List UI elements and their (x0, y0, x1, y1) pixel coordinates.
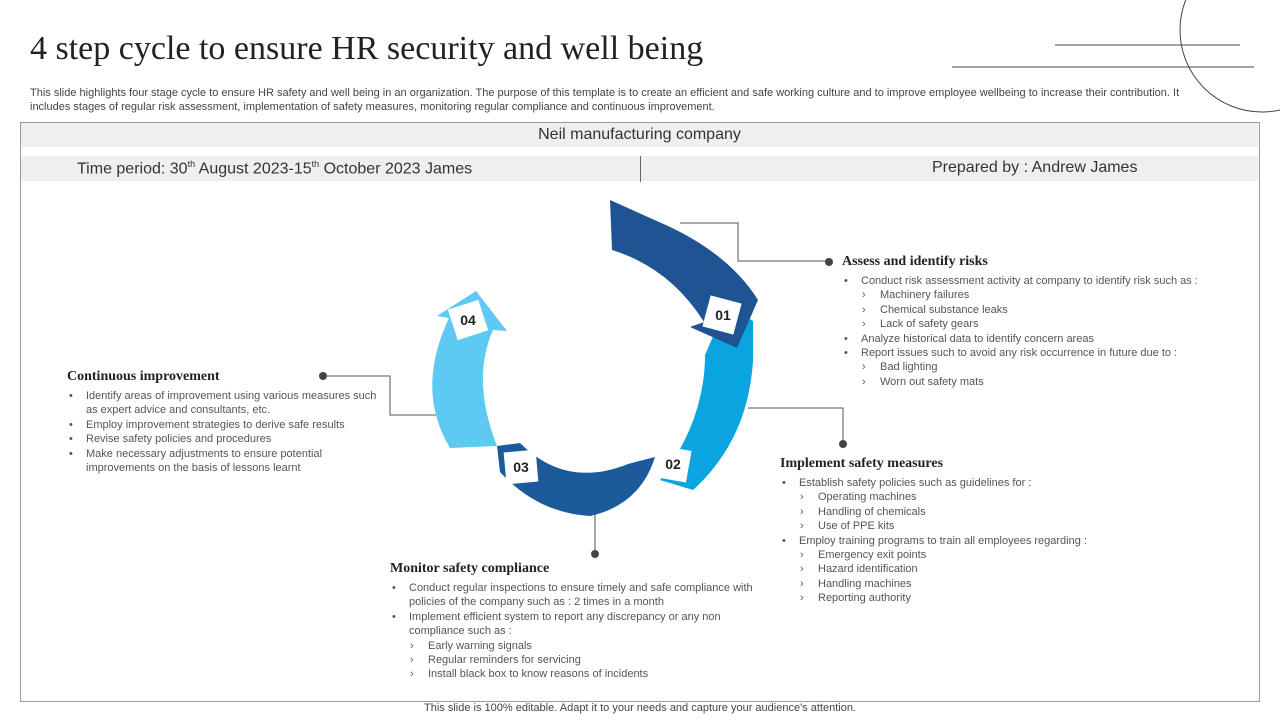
list-subitem: › Machinery failures (842, 288, 1242, 302)
slide-description: This slide highlights four stage cycle to ensure HR safety and well being in an organization. The purpose of this template is to create an efficient and safe working culture and to improve employee wellbeing to increase their contribution. It includes stages of regular risk assessment, implementation of safety measures, monitoring regular compliance and continuous improvement. (30, 87, 1180, 113)
step-title-02: Implement safety measures (780, 456, 944, 471)
list-subitem: › Hazard identification (780, 562, 1160, 576)
list-subitem: › Worn out safety mats (842, 375, 1242, 389)
list-item: • Revise safety policies and procedures (67, 432, 377, 446)
step-number-04: 04 (460, 312, 476, 328)
list-item: • Identify areas of improvement using various measures such as expert advice and consultants, etc. (67, 389, 377, 418)
list-item: • Establish safety policies such as guidelines for : (780, 476, 1160, 490)
step-block-02 (780, 456, 1160, 606)
list-subitem: › Chemical substance leaks (842, 303, 1242, 317)
list-subitem: › Bad lighting (842, 360, 1242, 374)
connector-dot-03 (591, 550, 599, 558)
step-title-03: Monitor safety compliance (390, 561, 550, 576)
list-subitem: › Regular reminders for servicing (390, 653, 770, 667)
company-name: Neil manufacturing company (21, 123, 1258, 147)
list-item: • Analyze historical data to identify concern areas (842, 332, 1242, 346)
step-number-03: 03 (513, 459, 529, 475)
step-number-01: 01 (715, 307, 731, 323)
list-subitem: › Early warning signals (390, 639, 770, 653)
list-subitem: › Emergency exit points (780, 548, 1160, 562)
list-item: • Employ training programs to train all employees regarding : (780, 534, 1160, 548)
cycle-segment-01 (610, 200, 758, 348)
connector-dot-01 (825, 258, 833, 266)
list-item: • Conduct risk assessment activity at company to identify risk such as : (842, 274, 1242, 288)
list-subitem: › Operating machines (780, 490, 1160, 504)
list-subitem: › Lack of safety gears (842, 317, 1242, 331)
prepared-by: Prepared by : Andrew James (932, 159, 1138, 176)
list-subitem: › Reporting authority (780, 591, 1160, 605)
list-subitem: › Handling machines (780, 577, 1160, 591)
step-title-01: Assess and identify risks (842, 254, 988, 269)
list-item: • Employ improvement strategies to derive safe results (67, 418, 377, 432)
step-number-02: 02 (665, 456, 681, 472)
step-block-04 (67, 369, 377, 475)
list-item: • Report issues such to avoid any risk occurrence in future due to : (842, 346, 1242, 360)
step-block-03 (390, 561, 770, 682)
list-item: • Make necessary adjustments to ensure potential improvements on the basis of lessons learnt (67, 447, 377, 476)
list-subitem: › Handling of chemicals (780, 505, 1160, 519)
time-period: Time period: 30th August 2023-15th October 2023 James (77, 159, 473, 178)
list-subitem: › Use of PPE kits (780, 519, 1160, 533)
list-item: • Conduct regular inspections to ensure timely and safe compliance with policies of the company such as : 2 times in a month (390, 581, 770, 610)
page-title: 4 step cycle to ensure HR security and well being (30, 30, 704, 67)
step-title-04: Continuous improvement (67, 369, 220, 384)
list-subitem: › Install black box to know reasons of incidents (390, 667, 770, 681)
footer-note: This slide is 100% editable. Adapt it to your needs and capture your audience's attention. (424, 702, 856, 714)
connector-dot-02 (839, 440, 847, 448)
step-block-01 (842, 254, 1242, 389)
list-item: • Implement efficient system to report any discrepancy or any non compliance such as : (390, 610, 770, 639)
